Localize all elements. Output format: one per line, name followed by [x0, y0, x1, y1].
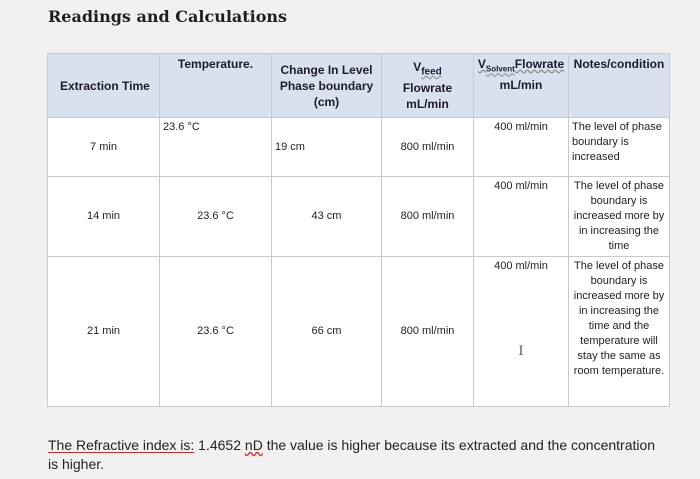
footer-unit: nD — [244, 437, 263, 453]
cell-notes: The level of phase boundary is increased more by in increasing the time — [569, 177, 670, 257]
cell-feed: 800 ml/min — [382, 257, 474, 407]
header-solvent-unit: mL/min — [499, 78, 543, 93]
cell-solvent: 400 ml/min — [474, 118, 569, 177]
table-header-row — [48, 54, 670, 118]
header-solvent-flowrate — [474, 54, 569, 118]
cell-temperature: 23.6 °C — [160, 118, 272, 177]
header-feed-v: V — [413, 59, 422, 74]
cell-change: 43 cm — [272, 177, 382, 257]
cell-temperature: 23.6 °C — [160, 257, 272, 407]
header-change-level: Change In Level Phase boundary (cm) — [272, 54, 382, 118]
header-solvent-sub: Solvent — [485, 64, 515, 74]
cell-time: 21 min — [48, 257, 160, 407]
cell-solvent: 400 ml/min — [474, 177, 569, 257]
header-extraction-time: Extraction Time — [48, 54, 160, 118]
cell-feed: 800 ml/min — [382, 177, 474, 257]
cell-solvent — [474, 257, 569, 407]
header-notes: Notes/condition — [569, 54, 670, 118]
header-solvent-rest: Flowrate — [514, 57, 565, 71]
header-feed-sub: feed — [421, 66, 442, 78]
cell-notes: The level of phase boundary is increased — [569, 118, 670, 177]
header-solvent-v: V — [477, 57, 486, 71]
table-row — [48, 177, 670, 257]
cell-notes: The level of phase boundary is increased more by in increasing the time and the temperature will stay the same as room temperature. — [569, 257, 670, 407]
page-heading: Readings and Calculations — [48, 7, 288, 26]
cell-solvent-value: 400 ml/min — [494, 260, 548, 272]
cell-time: 7 min — [48, 118, 160, 177]
header-temperature: Temperature. — [160, 54, 272, 118]
cell-temperature: 23.6 °C — [160, 177, 272, 257]
footer-lead: The Refractive index is: — [48, 437, 195, 453]
cell-change: 19 cm — [272, 118, 382, 177]
text-cursor-icon: I — [518, 344, 524, 359]
cell-change: 66 cm — [272, 257, 382, 407]
refractive-index-note — [48, 436, 668, 474]
header-feed-flowrate — [382, 54, 474, 118]
table-row — [48, 257, 670, 407]
footer-value: 1.4652 — [194, 437, 245, 453]
cell-feed: 800 ml/min — [382, 118, 474, 177]
cell-time: 14 min — [48, 177, 160, 257]
footer-rest: the value is higher because its extracted and the concentration is higher. — [48, 437, 656, 472]
table-row — [48, 118, 670, 177]
readings-table — [47, 53, 670, 407]
header-feed-rest: Flowrate mL/min — [402, 81, 453, 112]
